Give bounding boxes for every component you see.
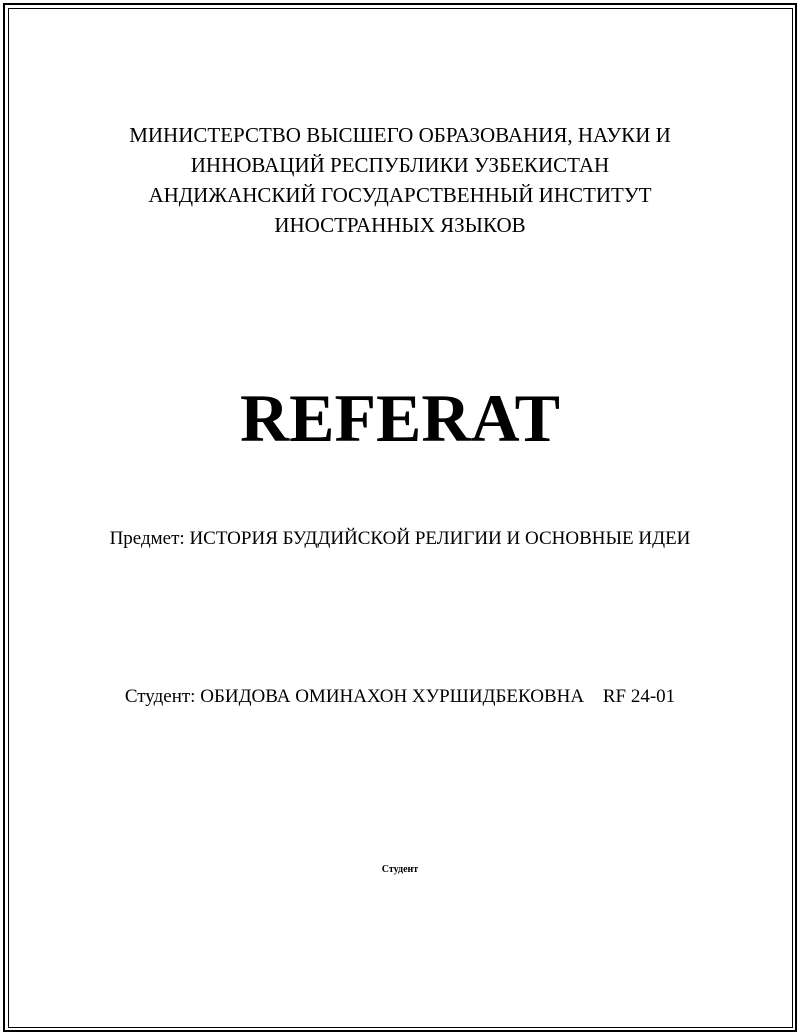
header-line-languages: ИНОСТРАННЫХ ЯЗЫКОВ bbox=[274, 213, 526, 237]
header-line-institute: АНДИЖАНСКИЙ ГОСУДАРСТВЕННЫЙ ИНСТИТУТ bbox=[148, 183, 652, 207]
subject-label: Предмет: bbox=[109, 528, 185, 549]
student-name: ОБИДОВА ОМИНАХОН ХУРШИДБЕКОВНА bbox=[200, 686, 585, 707]
header-line-ministry: МИНИСТЕРСТВО ВЫСШЕГО ОБРАЗОВАНИЯ, НАУКИ И bbox=[129, 123, 671, 147]
student-line bbox=[0, 684, 800, 710]
student-label: Студент: bbox=[124, 686, 196, 707]
footer-caption: Студент bbox=[381, 864, 419, 875]
subject-value: ИСТОРИЯ БУДДИЙСКОЙ РЕЛИГИИ И ОСНОВНЫЕ ИДЕИ bbox=[189, 528, 691, 549]
subject-line bbox=[0, 526, 800, 552]
institution-header bbox=[0, 120, 800, 240]
header-line-republic: ИННОВАЦИЙ РЕСПУБЛИКИ УЗБЕКИСТАН bbox=[190, 153, 610, 177]
student-group: RF 24-01 bbox=[602, 686, 676, 707]
document-title: REFERAT bbox=[240, 380, 560, 456]
